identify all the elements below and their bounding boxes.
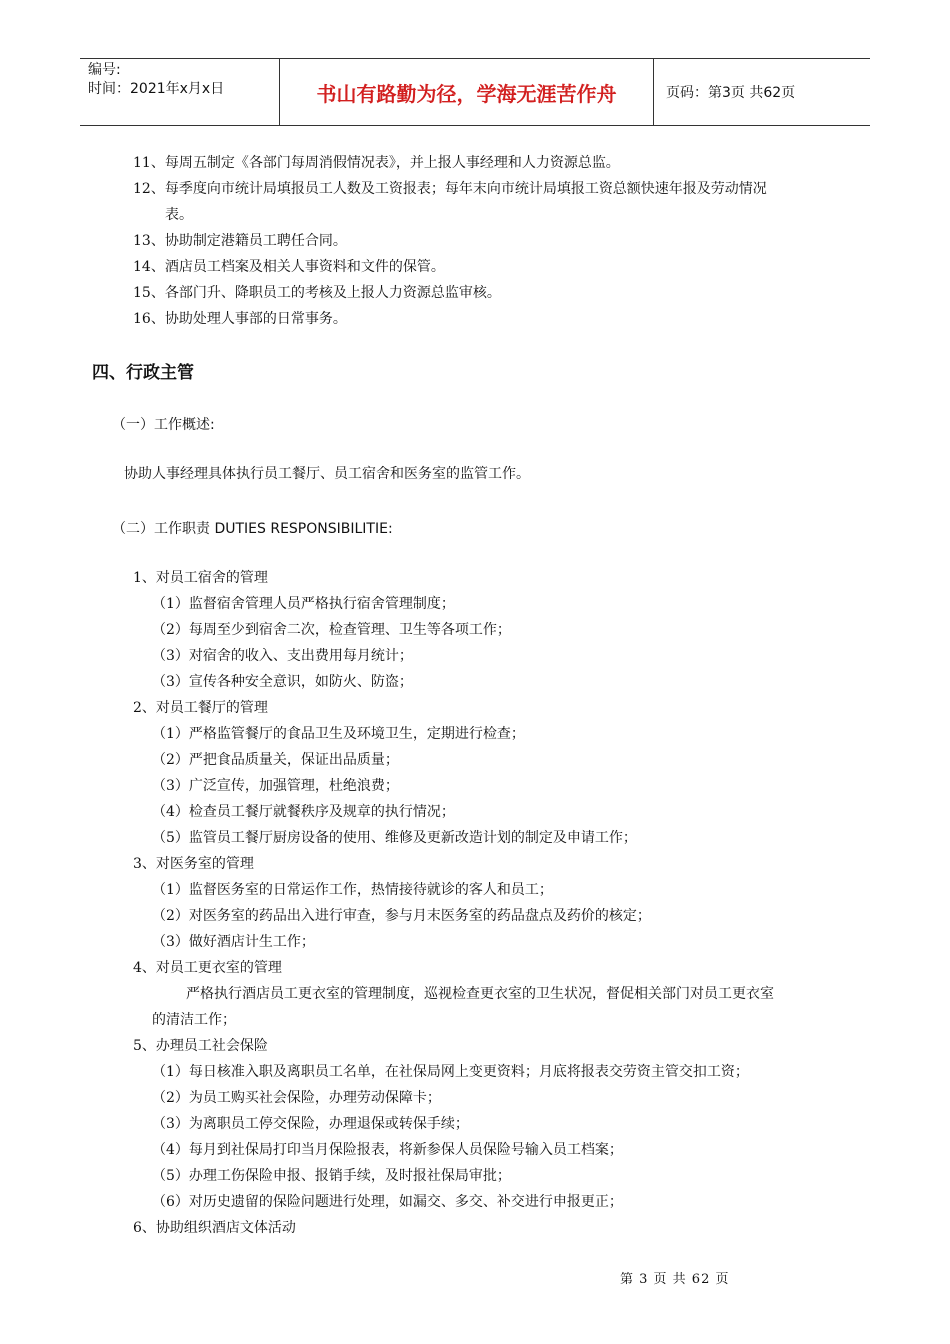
duty-heading: 2、对员工餐厅的管理 bbox=[133, 700, 268, 716]
duty-item: （1）每日核准入职及离职员工名单，在社保局网上变更资料；月底将报表交劳资主管交扣工资； bbox=[152, 1064, 749, 1080]
header-table bbox=[80, 58, 870, 126]
duty-item: （5）办理工伤保险申报、报销手续，及时报社保局审批； bbox=[152, 1168, 511, 1184]
duty-item: （3）对宿舍的收入、支出费用每月统计； bbox=[152, 648, 413, 664]
duty-paragraph: 严格执行酒店员工更衣室的管理制度，巡视检查更衣室的卫生状况，督促相关部门对员工更衣室 bbox=[186, 986, 774, 1002]
duty-item: （3）为离职员工停交保险，办理退保或转保手续； bbox=[152, 1116, 469, 1132]
section-title: 四、行政主管 bbox=[92, 363, 194, 383]
duty-heading: 1、对员工宿舍的管理 bbox=[133, 570, 268, 586]
overview-text: 协助人事经理具体执行员工餐厅、员工宿舍和医务室的监管工作。 bbox=[124, 466, 530, 482]
duty-item: （3）做好酒店计生工作； bbox=[152, 934, 315, 950]
code-label: 编号: bbox=[88, 62, 121, 78]
duty-heading: 6、协助组织酒店文体活动 bbox=[133, 1220, 296, 1236]
list-item-continuation: 表。 bbox=[165, 207, 193, 223]
duty-item: （2）对医务室的药品出入进行审查，参与月末医务室的药品盘点及药价的核定； bbox=[152, 908, 651, 924]
duty-heading: 5、办理员工社会保险 bbox=[133, 1038, 268, 1054]
duty-item: （3）宣传各种安全意识，如防火、防盗； bbox=[152, 674, 413, 690]
duty-item: （4）检查员工餐厅就餐秩序及规章的执行情况； bbox=[152, 804, 455, 820]
duty-heading: 3、对医务室的管理 bbox=[133, 856, 254, 872]
duty-item: （5）监管员工餐厅厨房设备的使用、维修及更新改造计划的制定及申请工作； bbox=[152, 830, 637, 846]
duty-item: （3）广泛宣传，加强管理，杜绝浪费； bbox=[152, 778, 399, 794]
duty-heading: 4、对员工更衣室的管理 bbox=[133, 960, 282, 976]
overview-title: （一）工作概述: bbox=[112, 417, 215, 433]
duty-item: （1）严格监管餐厅的食品卫生及环境卫生，定期进行检查； bbox=[152, 726, 525, 742]
time-label: 时间：2021年x月x日 bbox=[88, 81, 225, 97]
header-meta bbox=[80, 59, 280, 125]
list-item: 15、各部门升、降职员工的考核及上报人力资源总监审核。 bbox=[133, 285, 501, 301]
list-item: 11、每周五制定《各部门每周消假情况表》，并上报人事经理和人力资源总监。 bbox=[133, 155, 620, 171]
duty-paragraph-continuation: 的清洁工作； bbox=[152, 1012, 236, 1028]
list-item: 14、酒店员工档案及相关人事资料和文件的保管。 bbox=[133, 259, 445, 275]
list-item: 13、协助制定港籍员工聘任合同。 bbox=[133, 233, 347, 249]
duty-item: （2）每周至少到宿舍二次，检查管理、卫生等各项工作； bbox=[152, 622, 511, 638]
duty-item: （4）每月到社保局打印当月保险报表，将新参保人员保险号输入员工档案； bbox=[152, 1142, 623, 1158]
page-footer: 第 3 页 共 62 页 bbox=[620, 1272, 730, 1287]
list-item: 16、协助处理人事部的日常事务。 bbox=[133, 311, 347, 327]
duty-item: （2）为员工购买社会保险，办理劳动保障卡； bbox=[152, 1090, 441, 1106]
duty-item: （1）监督医务室的日常运作工作，热情接待就诊的客人和员工； bbox=[152, 882, 553, 898]
list-item: 12、每季度向市统计局填报员工人数及工资报表；每年末向市统计局填报工资总额快速年报及劳动情况 bbox=[133, 181, 767, 197]
duty-item: （1）监督宿舍管理人员严格执行宿舍管理制度； bbox=[152, 596, 455, 612]
duty-item: （2）严把食品质量关，保证出品质量； bbox=[152, 752, 399, 768]
header-slogan: 书山有路勤为径，学海无涯苦作舟 bbox=[280, 59, 654, 125]
header-page-label: 页码：第3页 共62页 bbox=[666, 85, 796, 101]
duties-title: （二）工作职责 DUTIES RESPONSIBILITIE: bbox=[112, 521, 393, 537]
duty-item: （6）对历史遗留的保险问题进行处理，如漏交、多交、补交进行申报更正； bbox=[152, 1194, 623, 1210]
